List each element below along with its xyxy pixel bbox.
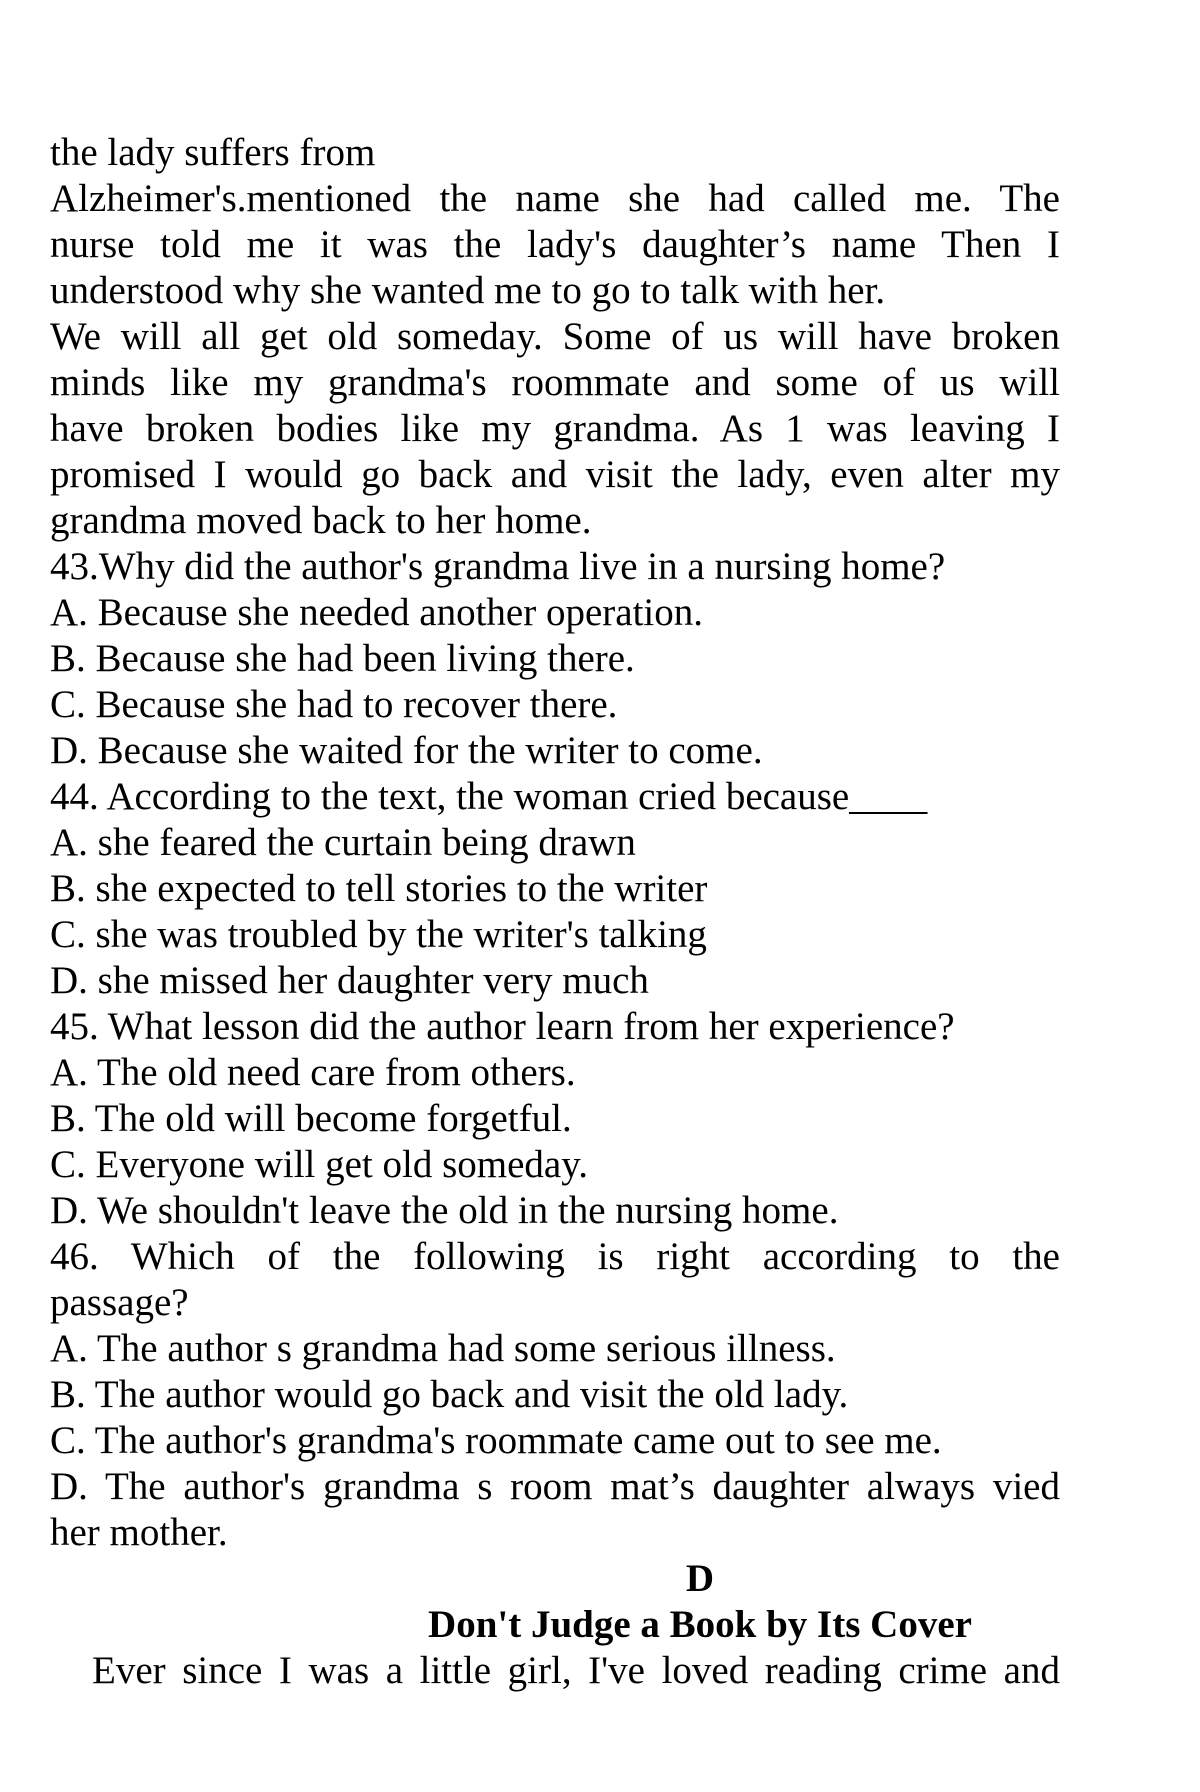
question-46-option-a: A. The author s grandma had some serious illness. (50, 1327, 836, 1370)
question-44-option-c: C. she was troubled by the writer's talking (50, 913, 707, 956)
question-45-option-a: A. The old need care from others. (50, 1051, 576, 1094)
passage-line-4: understood why she wanted me to go to talk with her. (50, 269, 886, 312)
question-43-option-b: B. Because she had been living there. (50, 637, 635, 680)
question-45-option-d: D. We shouldn't leave the old in the nursing home. (50, 1189, 839, 1232)
passage-line-9: grandma moved back to her home. (50, 499, 592, 542)
question-45-option-c: C. Everyone will get old someday. (50, 1143, 588, 1186)
passage-line-5: We will all get old someday. Some of us will have broken (50, 315, 1060, 358)
passage-line-7: have broken bodies like my grandma. As 1 was leaving I (50, 407, 1060, 450)
question-46-option-c: C. The author's grandma's roommate came out to see me. (50, 1419, 942, 1462)
question-45: 45. What lesson did the author learn from her experience? (50, 1005, 955, 1048)
passage-line-3: nurse told me it was the lady's daughter’s name Then I (50, 223, 1060, 266)
question-43: 43.Why did the author's grandma live in a nursing home? (50, 545, 946, 588)
passage-d-line-1: Ever since I was a little girl, I've loved reading crime and (92, 1649, 1060, 1692)
section-title: Don't Judge a Book by Its Cover (428, 1603, 972, 1646)
passage-line-8: promised I would go back and visit the lady, even alter my (50, 453, 1060, 496)
question-46-option-b: B. The author would go back and visit the old lady. (50, 1373, 849, 1416)
question-44-option-a: A. she feared the curtain being drawn (50, 821, 636, 864)
passage-line-6: minds like my grandma's roommate and some of us will (50, 361, 1060, 404)
passage-line-1: the lady suffers from (50, 131, 376, 174)
question-43-option-d: D. Because she waited for the writer to come. (50, 729, 763, 772)
question-44: 44. According to the text, the woman cried because____ (50, 775, 928, 818)
section-label-d: D (685, 1557, 715, 1600)
question-44-option-b: B. she expected to tell stories to the writer (50, 867, 708, 910)
question-46: 46. Which of the following is right according to the (50, 1235, 1060, 1278)
question-44-option-d: D. she missed her daughter very much (50, 959, 649, 1002)
question-43-option-c: C. Because she had to recover there. (50, 683, 618, 726)
document-body (50, 130, 1060, 1694)
question-46-option-d-continued: her mother. (50, 1511, 228, 1554)
question-46-option-d: D. The author's grandma s room mat’s daughter always vied (50, 1465, 1060, 1508)
question-45-option-b: B. The old will become forgetful. (50, 1097, 572, 1140)
passage-line-2: Alzheimer's.mentioned the name she had called me. The (50, 177, 1060, 220)
question-43-option-a: A. Because she needed another operation. (50, 591, 703, 634)
question-46-continued: passage? (50, 1281, 189, 1324)
